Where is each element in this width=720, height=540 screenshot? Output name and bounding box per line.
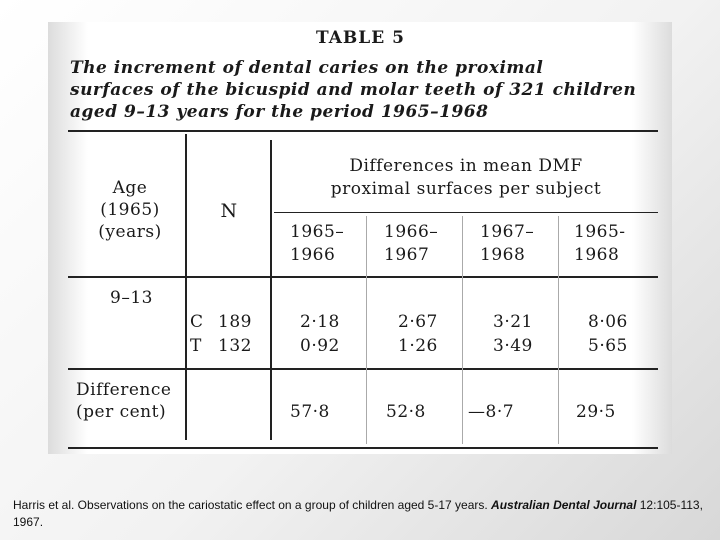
row-t-value-2: 1·26 [398,336,438,356]
rule-header-bottom [68,276,658,278]
row-c-value-4: 8·06 [588,312,628,332]
period-2-end: 1967 [384,245,430,265]
period-2-start: 1966– [384,222,439,242]
vrule-col-3 [558,216,559,444]
period-1-end: 1966 [290,245,336,265]
row-c-n: 189 [218,312,252,332]
rule-difference-top [68,368,658,370]
row-t-value-3: 3·49 [493,336,533,356]
vrule-age [185,134,187,440]
difference-label-line-2: (per cent) [76,402,167,422]
header-age-year: (1965) [100,200,160,220]
row-t-label: T [190,336,202,356]
row-t-value-1: 0·92 [300,336,340,356]
rule-subheader [274,212,658,213]
scan-right-shadow [632,22,672,454]
row-c-value-1: 2·18 [300,312,340,332]
header-n: N [220,200,238,222]
row-t-n: 132 [218,336,252,356]
period-4-start: 1965- [574,222,626,242]
header-differences-line-1: Differences in mean DMF [349,156,583,176]
row-c-value-2: 2·67 [398,312,438,332]
row-c-label: C [190,312,204,332]
period-1-start: 1965– [290,222,345,242]
header-differences-line-2: proximal surfaces per subject [330,179,602,199]
difference-value-3: —8·7 [468,402,515,422]
group-age: 9–13 [110,288,153,308]
row-c-value-3: 3·21 [493,312,533,332]
difference-value-2: 52·8 [386,402,426,422]
period-3-end: 1968 [480,245,526,265]
citation-journal: Australian Dental Journal [491,498,637,512]
scanned-table-image [48,22,672,454]
table-caption-line-2: surfaces of the bicuspid and molar teeth of 321 children [70,80,637,100]
difference-value-4: 29·5 [576,402,616,422]
rule-top [68,130,658,132]
difference-label-line-1: Difference [76,380,172,400]
vrule-col-1 [366,216,367,444]
citation-details: 12:105-113, 1967. [13,498,703,529]
rule-bottom [68,447,658,449]
citation-text: Harris et al. Observations on the cariostatic effect on a group of children aged 5-17 years. [13,498,492,512]
period-3-start: 1967– [480,222,535,242]
vrule-col-2 [462,216,463,444]
row-t-value-4: 5·65 [588,336,628,356]
header-age-unit: (years) [98,222,162,242]
table-caption-line-1: The increment of dental caries on the proximal [70,58,544,78]
table-caption-line-3: aged 9–13 years for the period 1965–1968 [70,102,489,122]
citation [13,497,703,531]
header-age: Age [112,178,148,198]
period-4-end: 1968 [574,245,620,265]
table-title: TABLE 5 [316,28,405,48]
vrule-n [270,140,272,440]
difference-value-1: 57·8 [290,402,330,422]
